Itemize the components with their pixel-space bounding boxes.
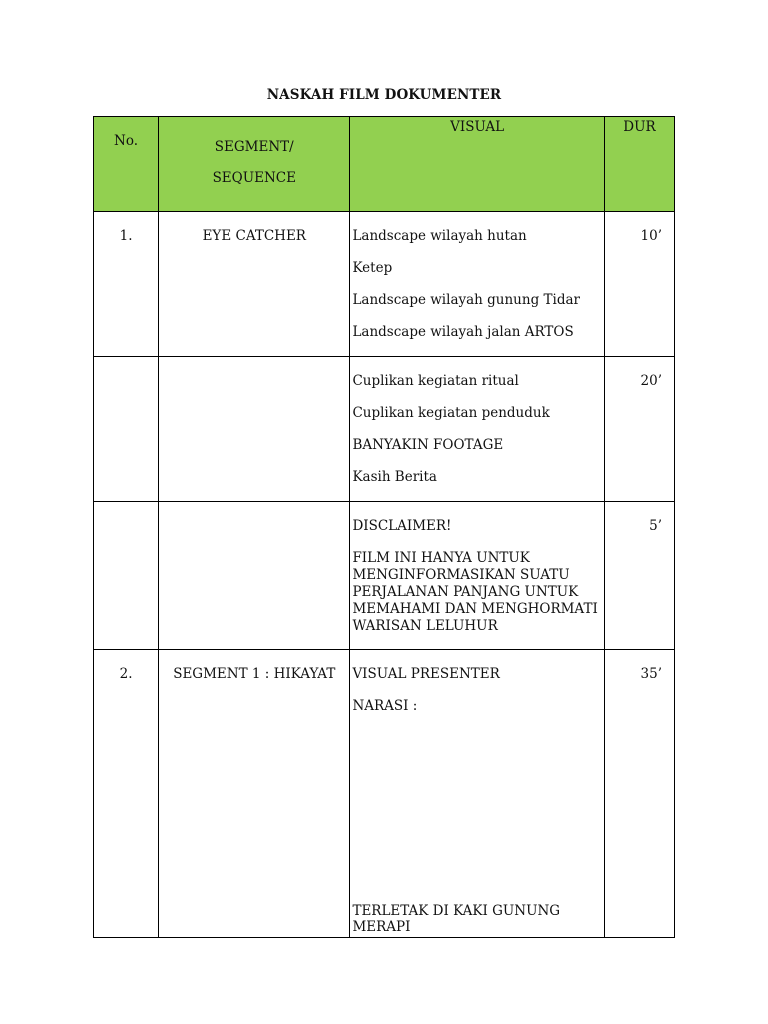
header-dur-label: DUR	[623, 119, 656, 135]
visual-line: BANYAKIN FOOTAGE	[352, 437, 504, 453]
row-number: 1.	[94, 212, 159, 357]
disclaimer-line: FILM INI HANYA UNTUK	[352, 550, 530, 566]
script-table	[93, 116, 675, 938]
row-number	[94, 502, 159, 650]
visual-line: Landscape wilayah gunung Tidar	[352, 292, 580, 308]
row-visual	[350, 502, 604, 650]
row-duration: 5’	[604, 502, 674, 650]
header-sequence-label: SEQUENCE	[212, 170, 296, 186]
row-visual	[350, 212, 604, 357]
table-row	[94, 357, 675, 502]
row-visual	[350, 357, 604, 502]
row-duration: 35’	[604, 650, 674, 938]
header-visual	[350, 117, 604, 212]
disclaimer-paragraph	[352, 550, 601, 635]
visual-line: Cuplikan kegiatan penduduk	[352, 405, 550, 421]
header-segment-label: SEGMENT/	[214, 139, 294, 155]
header-segment	[159, 117, 350, 212]
table-row	[94, 502, 675, 650]
visual-line: Landscape wilayah hutan	[352, 228, 527, 244]
disclaimer-line: MENGINFORMASIKAN SUATU	[352, 567, 570, 583]
visual-line: Kasih Berita	[352, 469, 437, 485]
table-row	[94, 650, 675, 938]
header-no	[94, 117, 159, 212]
row-duration: 20’	[604, 357, 674, 502]
row-visual	[350, 650, 604, 938]
disclaimer-line: WARISAN LELUHUR	[352, 618, 498, 634]
table-header-row	[94, 117, 675, 212]
header-no-label: No.	[114, 133, 139, 149]
visual-top-lines	[352, 666, 499, 714]
visual-line: Ketep	[352, 260, 393, 276]
visual-line: VISUAL PRESENTER	[352, 666, 500, 682]
visual-bottom-line: TERLETAK DI KAKI GUNUNG MERAPI	[352, 903, 561, 935]
header-dur	[604, 117, 674, 212]
table-row	[94, 212, 675, 357]
visual-line: NARASI :	[352, 698, 418, 714]
row-segment	[159, 502, 350, 650]
row-number: 2.	[94, 650, 159, 938]
row-segment: EYE CATCHER	[159, 212, 350, 357]
document-title: NASKAH FILM DOKUMENTER	[266, 87, 502, 103]
disclaimer-line: MEMAHAMI DAN MENGHORMATI	[352, 601, 598, 617]
row-number	[94, 357, 159, 502]
header-visual-label: VISUAL	[450, 119, 505, 135]
row-segment: SEGMENT 1 : HIKAYAT	[159, 650, 350, 938]
disclaimer-heading: DISCLAIMER!	[352, 518, 452, 534]
visual-line: Landscape wilayah jalan ARTOS	[352, 324, 574, 340]
visual-line: Cuplikan kegiatan ritual	[352, 373, 519, 389]
disclaimer-line: PERJALANAN PANJANG UNTUK	[352, 584, 579, 600]
row-segment	[159, 357, 350, 502]
row-duration: 10’	[604, 212, 674, 357]
